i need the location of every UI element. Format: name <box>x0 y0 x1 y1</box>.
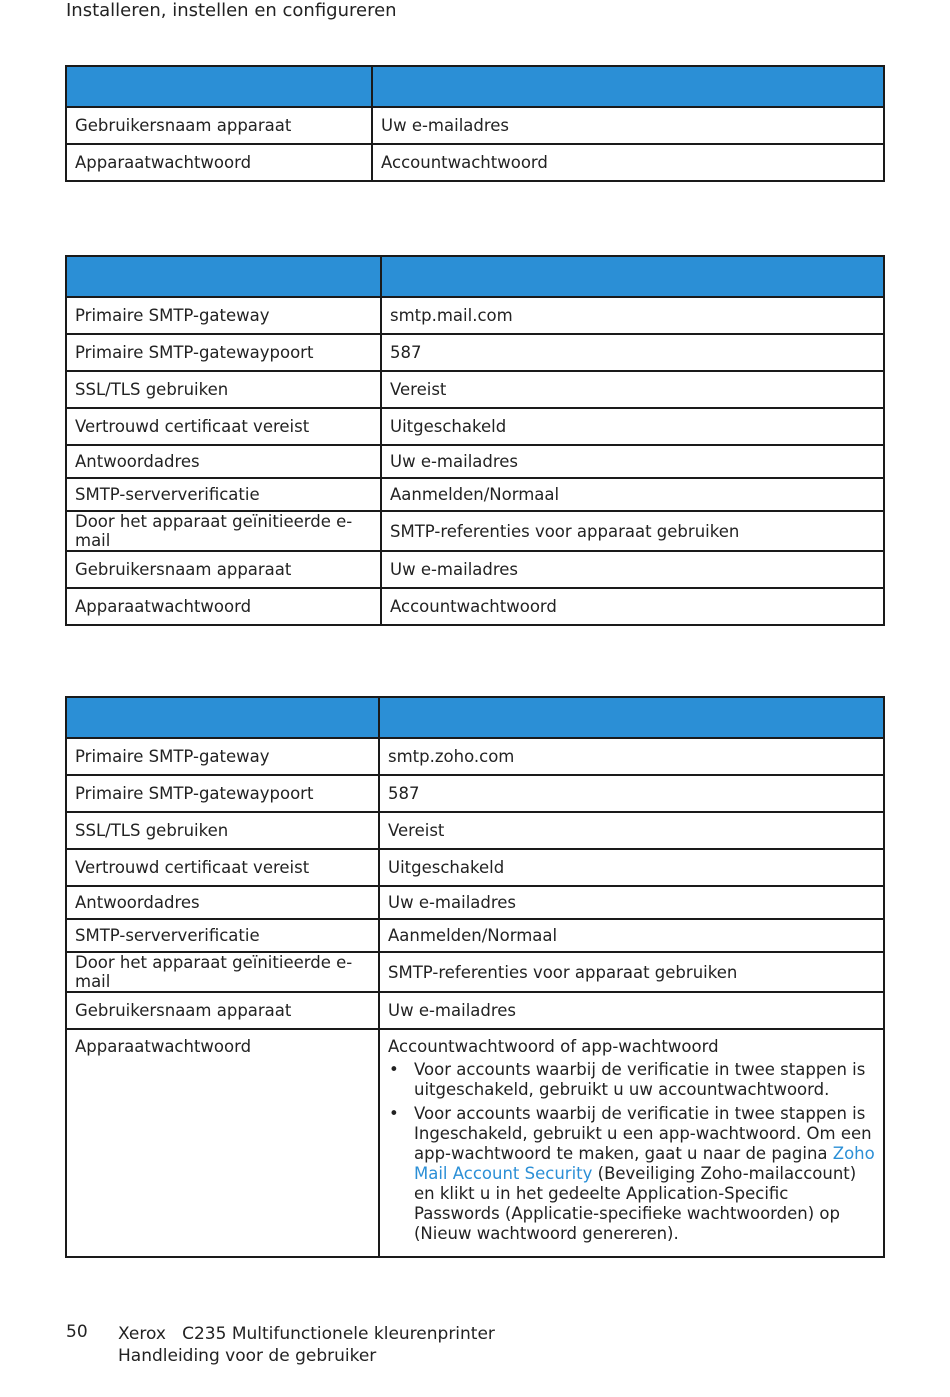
setting-label: Primaire SMTP-gateway <box>66 297 381 334</box>
setting-value: Uitgeschakeld <box>381 408 884 445</box>
table-header-cell <box>66 256 381 297</box>
page-number: 50 <box>66 1322 88 1342</box>
setting-value: Vereist <box>381 371 884 408</box>
setting-label: Gebruikersnaam apparaat <box>66 992 379 1029</box>
list-item <box>414 1060 875 1100</box>
setting-value: Accountwachtwoord of app-wachtwoord <box>388 1037 719 1056</box>
table-row <box>66 812 884 849</box>
setting-label: Primaire SMTP-gateway <box>66 738 379 775</box>
setting-label: SSL/TLS gebruiken <box>66 371 381 408</box>
table-header-cell <box>66 697 379 738</box>
setting-label: SSL/TLS gebruiken <box>66 812 379 849</box>
setting-value: smtp.zoho.com <box>379 738 884 775</box>
table-row <box>66 334 884 371</box>
bullet-text: (Beveiliging Zoho-mailaccount) en klikt u in het gedeelte Application-Specific Passwords (Applicatie-specifieke wachtwoorden) op <box>414 1164 857 1223</box>
setting-value: Uitgeschakeld <box>379 849 884 886</box>
table-row <box>66 144 884 181</box>
setting-label: Antwoordadres <box>66 886 379 919</box>
setting-value: Accountwachtwoord <box>372 144 884 181</box>
table-account-credentials <box>65 65 885 182</box>
setting-label: Apparaatwachtwoord <box>66 588 381 625</box>
setting-value: SMTP-referenties voor apparaat gebruiken <box>381 511 884 551</box>
table-row <box>66 886 884 919</box>
bullet-list <box>388 1060 875 1244</box>
setting-label: Apparaatwachtwoord <box>66 144 372 181</box>
setting-value: 587 <box>381 334 884 371</box>
table-row <box>66 992 884 1029</box>
table-row <box>66 1029 884 1257</box>
setting-value: Vereist <box>379 812 884 849</box>
footer-guide: Handleiding voor de gebruiker <box>118 1346 377 1366</box>
setting-label: Primaire SMTP-gatewaypoort <box>66 334 381 371</box>
table-header-cell <box>66 66 372 107</box>
setting-value: smtp.mail.com <box>381 297 884 334</box>
bullet-text: Voor accounts waarbij de verificatie in twee stappen is uitgeschakeld, gebruikt u uw accountwachtwoord. <box>414 1060 866 1099</box>
footer-title <box>118 1323 495 1367</box>
table-row <box>66 551 884 588</box>
setting-value-detail <box>379 1029 884 1257</box>
setting-value: Uw e-mailadres <box>379 886 884 919</box>
table-row <box>66 445 884 478</box>
setting-value: Uw e-mailadres <box>379 992 884 1029</box>
list-item <box>414 1104 875 1244</box>
setting-label: Vertrouwd certificaat vereist <box>66 408 381 445</box>
table-row <box>66 107 884 144</box>
table-header-cell <box>372 66 884 107</box>
setting-label: Gebruikersnaam apparaat <box>66 107 372 144</box>
table-row <box>66 849 884 886</box>
table-row <box>66 588 884 625</box>
table-row <box>66 738 884 775</box>
setting-label: SMTP-serververificatie <box>66 919 379 952</box>
table-row <box>66 952 884 992</box>
setting-label: Door het apparaat geïnitieerde e-mail <box>66 952 379 992</box>
footer-product: Xerox C235 Multifunctionele kleurenprinter <box>118 1324 495 1344</box>
table-header-row <box>66 697 884 738</box>
setting-label: SMTP-serververificatie <box>66 478 381 511</box>
setting-value: Aanmelden/Normaal <box>379 919 884 952</box>
table-mail-com-settings <box>65 255 885 626</box>
setting-label: Primaire SMTP-gatewaypoort <box>66 775 379 812</box>
setting-value: Uw e-mailadres <box>381 551 884 588</box>
setting-label: Apparaatwachtwoord <box>66 1029 379 1257</box>
table-row <box>66 408 884 445</box>
setting-value: SMTP-referenties voor apparaat gebruiken <box>379 952 884 992</box>
table-row <box>66 371 884 408</box>
table-row <box>66 297 884 334</box>
table-header-row <box>66 66 884 107</box>
setting-value: Accountwachtwoord <box>381 588 884 625</box>
table-row <box>66 775 884 812</box>
bullet-text: (Nieuw wachtwoord genereren). <box>414 1224 679 1243</box>
setting-value: Uw e-mailadres <box>372 107 884 144</box>
table-header-cell <box>379 697 884 738</box>
setting-value: Uw e-mailadres <box>381 445 884 478</box>
setting-label: Vertrouwd certificaat vereist <box>66 849 379 886</box>
setting-value: Aanmelden/Normaal <box>381 478 884 511</box>
setting-value: 587 <box>379 775 884 812</box>
table-row <box>66 511 884 551</box>
table-row <box>66 919 884 952</box>
bullet-text: Voor accounts waarbij de verificatie in twee stappen is Ingeschakeld, gebruikt u een app-wachtwoord. Om een app-wachtwoord te maken, gaat u naar de pagina <box>414 1104 872 1163</box>
table-zoho-settings <box>65 696 885 1258</box>
setting-label: Antwoordadres <box>66 445 381 478</box>
zoho-account-security-link[interactable]: Zoho Mail Account Security <box>414 1144 875 1183</box>
running-header: Installeren, instellen en configureren <box>66 0 397 21</box>
table-header-row <box>66 256 884 297</box>
table-row <box>66 478 884 511</box>
setting-label: Door het apparaat geïnitieerde e-mail <box>66 511 381 551</box>
setting-label: Gebruikersnaam apparaat <box>66 551 381 588</box>
table-header-cell <box>381 256 884 297</box>
